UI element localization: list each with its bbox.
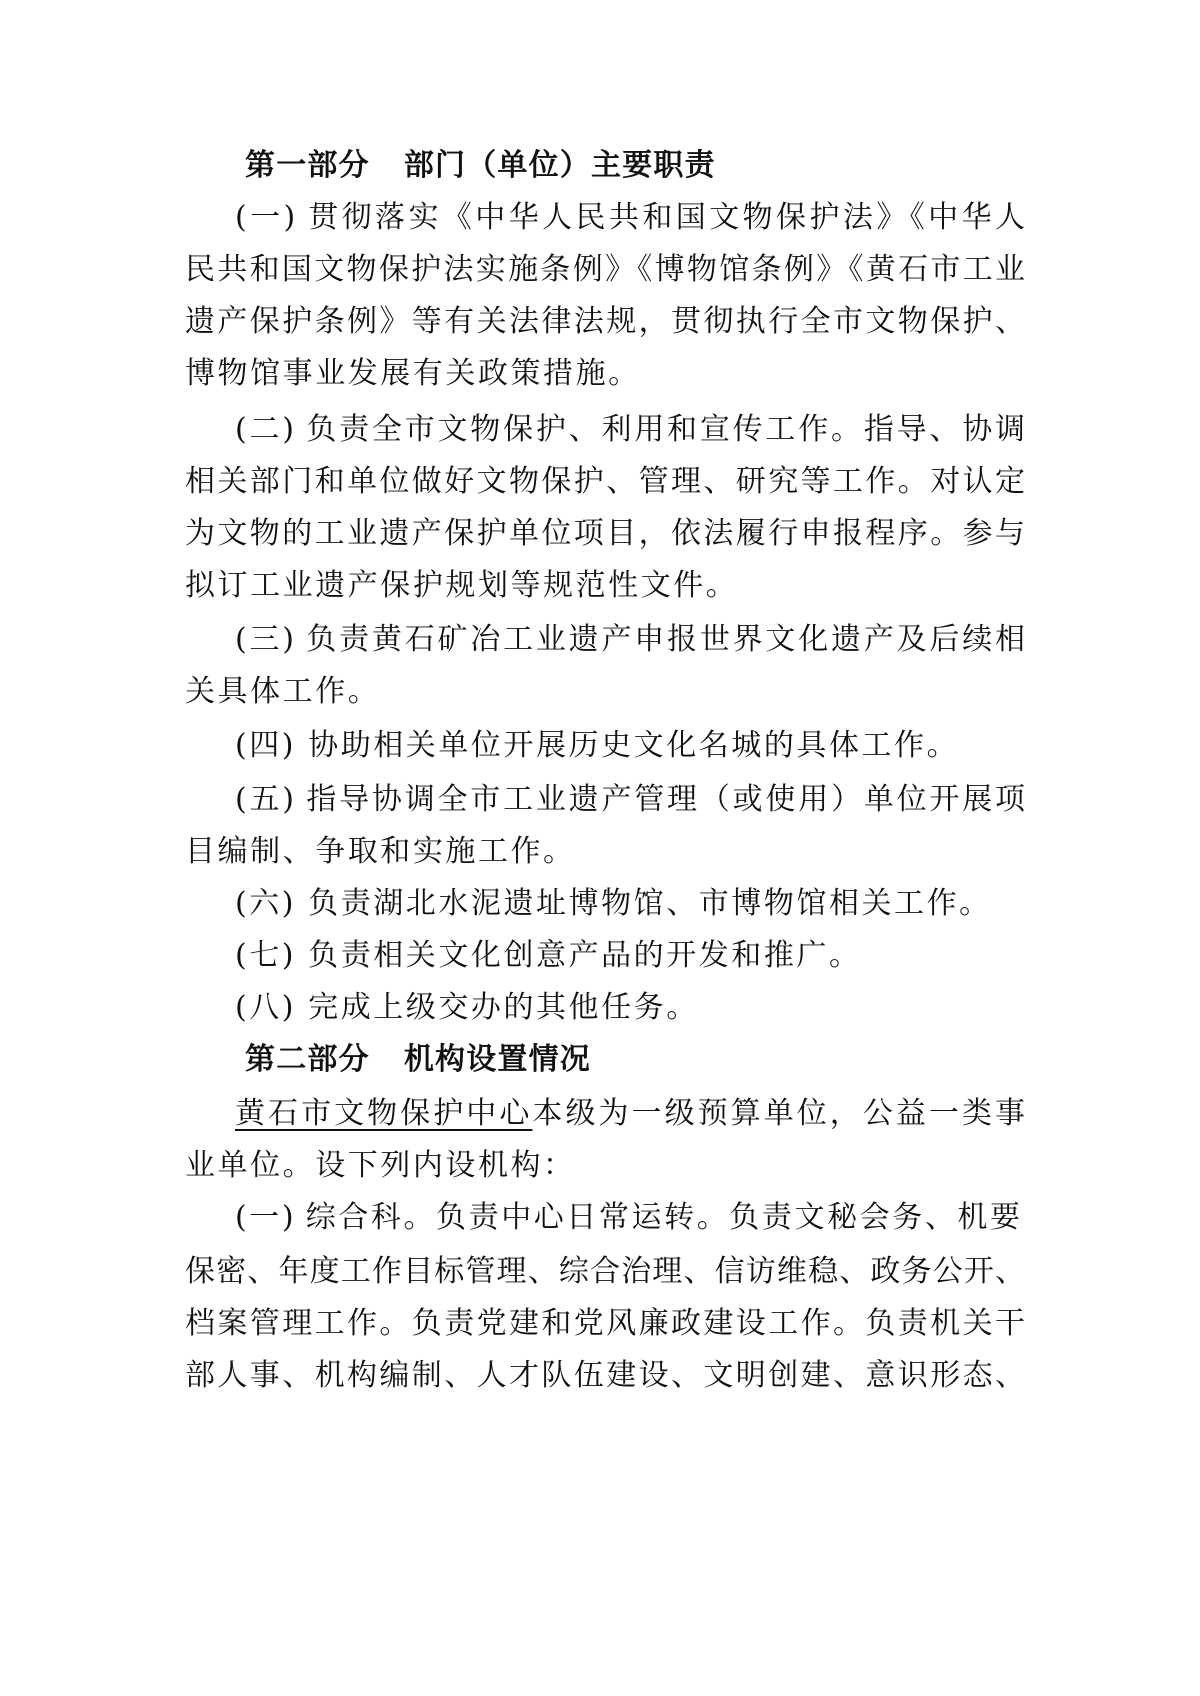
paragraph-line: (一) 贯彻落实《中华人民共和国文物保护法》《中华人 — [235, 200, 1025, 235]
section2-heading-part: 第二部分 — [245, 1042, 370, 1077]
paragraph-line: (一) 综合科。负责中心日常运转。负责文秘会务、机要 — [235, 1200, 1020, 1235]
paragraph-line: 业单位。设下列内设机构： — [185, 1148, 576, 1183]
paragraph-line: 拟订工业遗产保护规划等规范性文件。 — [185, 568, 739, 603]
organization-name: 黄石市文物保护中心 — [235, 1096, 533, 1131]
section1-heading-part: 第一部分 — [245, 148, 370, 183]
paragraph-line: 目编制、争取和实施工作。 — [185, 834, 576, 869]
paragraph-line: (六) 负责湖北水泥遗址博物馆、市博物馆相关工作。 — [235, 886, 992, 921]
paragraph-line: 保密、年度工作目标管理、综合治理、信访维稳、政务公开、 — [185, 1254, 1025, 1289]
section2-heading-text: 机构设置情况 — [403, 1042, 592, 1077]
paragraph-line: 档案管理工作。负责党建和党风廉政建设工作。负责机关干 — [185, 1306, 1025, 1341]
paragraph-line: (七) 负责相关文化创意产品的开发和推广。 — [235, 938, 862, 973]
paragraph-line — [235, 1094, 1025, 1134]
paragraph-line: (三) 负责黄石矿冶工业遗产申报世界文化遗产及后续相 — [235, 622, 1025, 657]
paragraph-line: 关具体工作。 — [185, 674, 381, 709]
paragraph-line: (八) 完成上级交办的其他任务。 — [235, 990, 699, 1025]
intro-text: 本级为一级预算单位，公益一类事 — [532, 1096, 1026, 1131]
paragraph-line: 部人事、机构编制、人才队伍建设、文明创建、意识形态、 — [185, 1358, 1025, 1393]
paragraph-line: 民共和国文物保护法实施条例》《博物馆条例》《黄石市工业 — [185, 252, 1025, 287]
paragraph-line: 为文物的工业遗产保护单位项目，依法履行申报程序。参与 — [185, 516, 1025, 551]
section1-heading-text: 部门（单位）主要职责 — [403, 148, 716, 183]
paragraph-line: (五) 指导协调全市工业遗产管理（或使用）单位开展项 — [235, 782, 1025, 817]
paragraph-line: 相关部门和单位做好文物保护、管理、研究等工作。对认定 — [185, 464, 1025, 499]
paragraph-line: (四) 协助相关单位开展历史文化名城的具体工作。 — [235, 728, 960, 763]
paragraph-line: 遗产保护条例》等有关法律法规，贯彻执行全市文物保护、 — [185, 304, 1025, 339]
section2-heading — [245, 1040, 1085, 1080]
paragraph-line: 博物馆事业发展有关政策措施。 — [185, 356, 641, 391]
paragraph-line: (二) 负责全市文物保护、利用和宣传工作。指导、协调 — [235, 412, 1025, 447]
section1-heading — [245, 146, 1085, 186]
